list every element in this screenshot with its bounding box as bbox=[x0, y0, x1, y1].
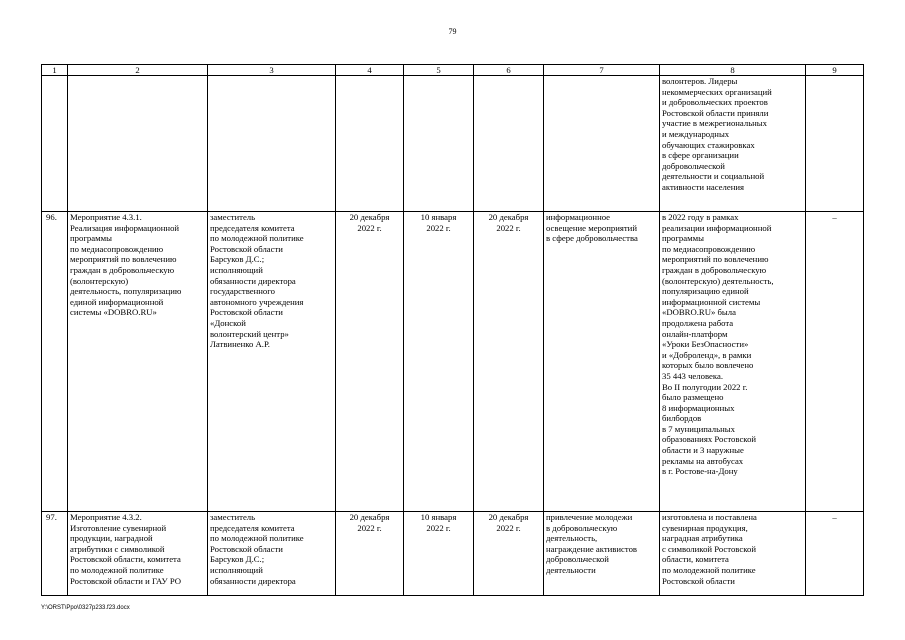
date-end-fact-cell: 20 декабря 2022 г. bbox=[474, 212, 544, 512]
row-number bbox=[42, 76, 68, 212]
column-header: 5 bbox=[404, 65, 474, 76]
table-row bbox=[42, 76, 864, 212]
date-end-plan-cell: 10 января 2022 г. bbox=[404, 512, 474, 596]
table-row bbox=[42, 512, 864, 596]
table-row bbox=[42, 212, 864, 512]
date-start-plan-cell: 20 декабря 2022 г. bbox=[336, 512, 404, 596]
result-actual-cell: волонтеров. Лидеры некоммерческих организаций и добровольческих проектов Ростовской области приняли участие в межрегиональных и международных обучающих стажировках в сфере организации добровольческой деятельности и социальной активности населения bbox=[660, 76, 806, 212]
measure-cell: Мероприятие 4.3.2. Изготовление сувенирной продукции, наградной атрибутики с символикой Ростовской области, комитета по молодежной политике Ростовской области и ГАУ РО bbox=[68, 512, 208, 596]
header-row bbox=[42, 65, 864, 76]
result-expected-cell bbox=[544, 76, 660, 212]
result-expected-cell: привлечение молодежи в добровольческую деятельность, награждение активистов добровольческой деятельности bbox=[544, 512, 660, 596]
column-header: 3 bbox=[208, 65, 336, 76]
date-end-fact-cell: 20 декабря 2022 г. bbox=[474, 512, 544, 596]
date-end-plan-cell: 10 января 2022 г. bbox=[404, 212, 474, 512]
date-end-plan-cell bbox=[404, 76, 474, 212]
column-header: 2 bbox=[68, 65, 208, 76]
responsible-cell: заместитель председателя комитета по молодежной политике Ростовской области Барсуков Д.С.; исполняющий обязанности директора государственного автономного учреждения Ростовской области «Донской волонтерский центр» Латвиненко А.Р. bbox=[208, 212, 336, 512]
column-header: 9 bbox=[806, 65, 864, 76]
result-actual-cell: в 2022 году в рамках реализации информационной программы по медиасопровождению мероприятий по вовлечению граждан в добровольческую (волонтерскую) деятельность, популяризацию единой информационной системы «DOBRO.RU» была продолжена работа онлайн-платформ «Уроки БезОпасности» и «Доброленд», в рамки которых было вовлечено 35 443 человека. Во II полугодии 2022 г. было размещено 8 информационных билбордов в 7 муниципальных образованиях Ростовской области и 3 наружные рекламы на автобусах в г. Ростове-на-Дону bbox=[660, 212, 806, 512]
column-header: 4 bbox=[336, 65, 404, 76]
page-number: 79 bbox=[448, 27, 457, 36]
result-actual-cell: изготовлена и поставлена сувенирная продукция, наградная атрибутика с символикой Ростовской области, комитета по молодежной политике Ростовской области bbox=[660, 512, 806, 596]
report-table bbox=[41, 64, 864, 596]
responsible-cell bbox=[208, 76, 336, 212]
date-end-fact-cell bbox=[474, 76, 544, 212]
note-cell bbox=[806, 76, 864, 212]
responsible-cell: заместитель председателя комитета по молодежной политике Ростовской области Барсуков Д.С.; исполняющий обязанности директора bbox=[208, 512, 336, 596]
row-number: 97. bbox=[42, 512, 68, 596]
column-header: 1 bbox=[42, 65, 68, 76]
measure-cell bbox=[68, 76, 208, 212]
date-start-plan-cell: 20 декабря 2022 г. bbox=[336, 212, 404, 512]
note-cell: – bbox=[806, 512, 864, 596]
column-header: 8 bbox=[660, 65, 806, 76]
result-expected-cell: информационное освещение мероприятий в сфере добровольчества bbox=[544, 212, 660, 512]
measure-cell: Мероприятие 4.3.1. Реализация информационной программы по медиасопровождению мероприятий по вовлечению граждан в добровольческую (волонтерскую) деятельность, популяризацию единой информационной системы «DOBRO.RU» bbox=[68, 212, 208, 512]
row-number: 96. bbox=[42, 212, 68, 512]
note-cell: – bbox=[806, 212, 864, 512]
file-path-footer: Y:\ORST\Ppo\0327p233.f23.docx bbox=[41, 605, 130, 611]
column-header: 7 bbox=[544, 65, 660, 76]
date-start-plan-cell bbox=[336, 76, 404, 212]
column-header: 6 bbox=[474, 65, 544, 76]
